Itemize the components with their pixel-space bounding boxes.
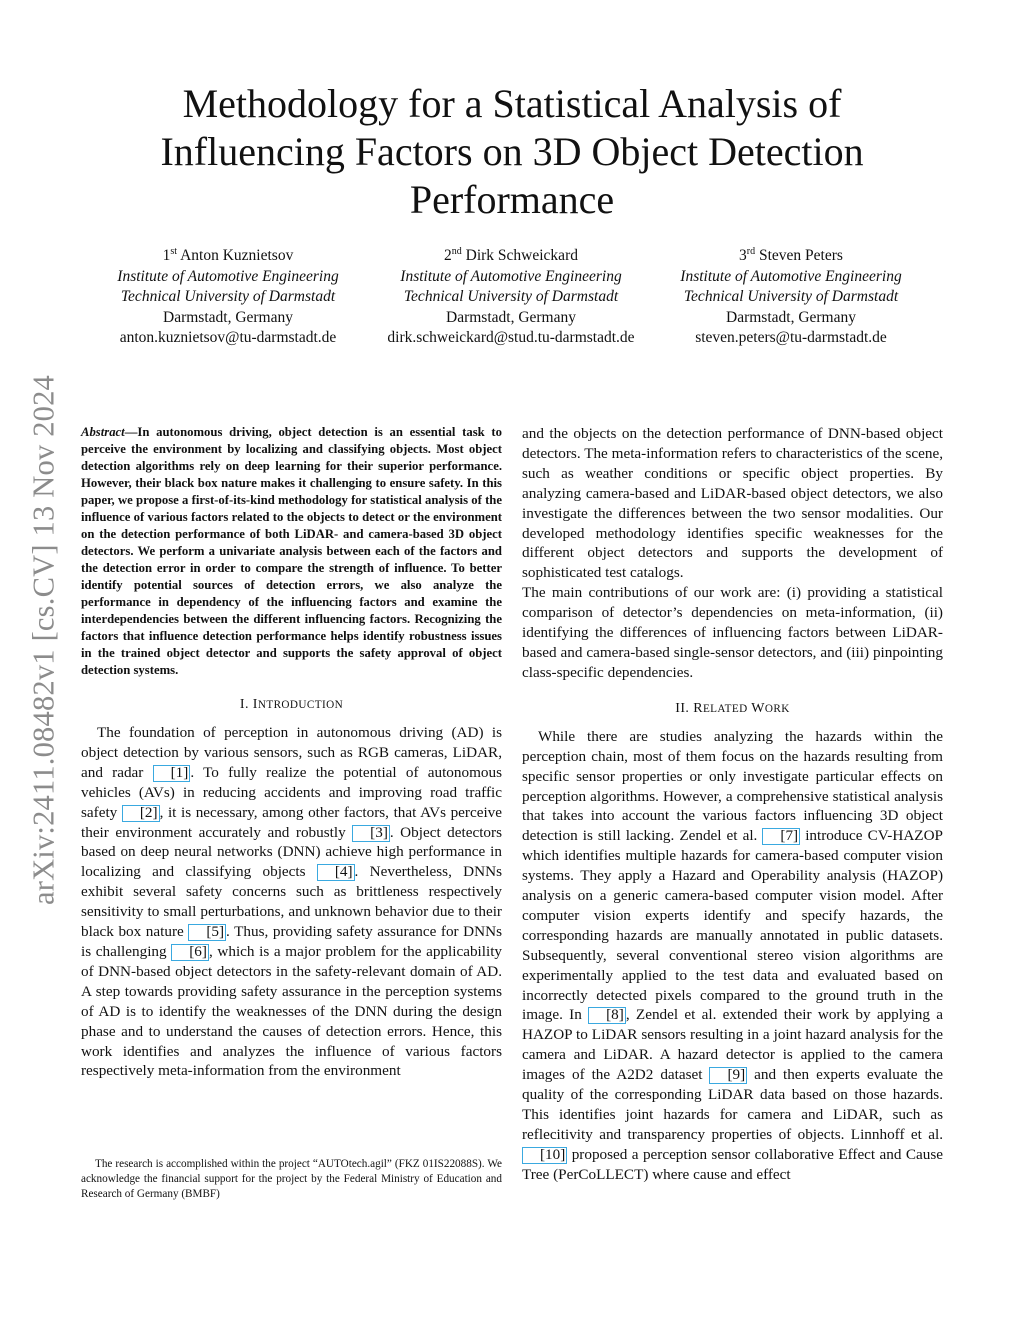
citation-link[interactable]: [8] [588, 1007, 626, 1024]
citation-link[interactable]: [2] [122, 805, 160, 822]
author-email: steven.peters@tu-darmstadt.de [695, 329, 887, 346]
author-name-line [641, 246, 941, 267]
author-name: Dirk Schweickard [465, 247, 578, 264]
author-rank-suffix: rd [746, 245, 756, 257]
author-email: dirk.schweickard@stud.tu-darmstadt.de [387, 329, 635, 346]
text-run: . Object detectors based on deep neural networks (DNN) achieve high performance in localizing and classifying objects [81, 823, 502, 881]
author-name-line [78, 246, 378, 267]
title-line: Influencing Factors on 3D Object Detection [160, 129, 864, 174]
author-email: anton.kuznietsov@tu-darmstadt.de [119, 329, 337, 346]
abstract [81, 424, 502, 679]
author-university: Technical University of Darmstadt [403, 288, 619, 305]
author-location: Darmstadt, Germany [726, 308, 856, 326]
section-title-initial: R [693, 700, 703, 716]
text-run: While there are studies analyzing the hazards within the perception chain, most of them focus on the hazards resulting from specific sensor properties or only investigate particular effects on perception algorithms. However, a comprehensive statistical analysis that takes into account the various factors influencing 3D object detection is still lacking. Zendel et al. [522, 727, 943, 845]
section-title-initial: W [751, 700, 765, 716]
author-rank: 3 [739, 247, 747, 264]
author-location: Darmstadt, Germany [163, 308, 293, 326]
text-run: proposed a perception sensor collaborative Effect and Cause Tree (PerCoLLECT) where cause and effect [522, 1145, 943, 1183]
author-name: Anton Kuznietsov [180, 247, 294, 264]
citation-link[interactable]: [6] [171, 944, 209, 961]
author-university: Technical University of Darmstadt [683, 288, 899, 305]
text-run: and then experts evaluate the quality of the corresponding LiDAR data based on those hazards. This identifies joint hazards for camera and LiDAR, such as reflecitivity and transparency properties of objects. Linnhoff et al. [522, 1066, 943, 1143]
citation-link[interactable]: [7] [762, 828, 800, 845]
text-run: , which is a major problem for the applicability of DNN-based object detectors in the safety-relevant domain of AD. A step towards providing safety assurance in the perception systems of AD is to identify the weaknesses of the DNN during the design phase and to understand the causes of detection errors. Hence, this work identifies and analyzes the influence of various factors respectively meta-information from the environment [81, 942, 503, 1080]
author-name: Steven Peters [759, 247, 843, 264]
contributions-paragraph: The main contributions of our work are: (i) providing a statistical comparison of detector’s dependencies on meta-information, (ii) identifying the differences of influencing factors between LiDAR-based and camera-based single-sensor detectors, and (iii) pinpointing class-specific dependencies. [522, 584, 943, 681]
arxiv-identifier: arXiv:2411.08482v1 [cs.CV] 13 Nov 2024 [26, 374, 61, 906]
section-title-initial: I [252, 697, 258, 712]
text-run: . Nevertheless, DNNs exhibit several safety concerns such as brittleness respectively sensitivity to small perturbations, and unknown behavior due to their black box nature [81, 863, 502, 941]
author-rank-suffix: nd [451, 245, 462, 257]
author-institute: Institute of Automotive Engineering [117, 267, 339, 285]
citation-link[interactable]: [4] [317, 864, 355, 881]
right-column [522, 424, 943, 1185]
citation-link[interactable]: [5] [188, 924, 226, 941]
text-run: . Thus, providing safety assurance for DNNs is challenging [81, 923, 502, 960]
author-university: Technical University of Darmstadt [120, 288, 336, 305]
intro-paragraph-continued: and the objects on the detection performance of DNN-based object detectors. The meta-information refers to characteristics of the scene, such as weather conditions or specific object properties. By analyzing camera-based and LiDAR-based object detectors, we also investigate the differences between the two sensor modalities. Our developed methodology identifies specific weaknesses for the different object detectors and supports the development of sophisticated test catalogs. [522, 425, 943, 582]
author-block [641, 246, 941, 349]
text-run: The foundation of perception in autonomous driving (AD) is object detection by various sensors, such as RGB cameras, LiDAR, and radar [81, 724, 502, 781]
title-line: Methodology for a Statistical Analysis of [182, 81, 842, 126]
author-name-line [361, 246, 661, 267]
citation-link[interactable]: [10] [522, 1147, 567, 1164]
section-title-rest: NTRODUCTION [257, 699, 344, 711]
abstract-label: Abstract [81, 425, 125, 439]
author-rank-suffix: st [170, 245, 178, 257]
text-run: , it is necessary, among other factors, that AVs perceive their environment accurately and robustly [81, 803, 502, 841]
author-location: Darmstadt, Germany [446, 308, 576, 326]
section-heading-related-work [522, 701, 943, 717]
title-line: Performance [409, 177, 615, 222]
author-rank: 1 [162, 247, 171, 264]
text-run: , Zendel et al. extended their work by applying a HAZOP to LiDAR sensors resulting in a joint hazard analysis for the camera and LiDAR. A hazard detector is applied to the camera images of the A2D2 dataset [522, 1006, 943, 1084]
footnote: The research is accomplished within the project “AUTOtech.agil” (FKZ 01IS22088S). We acknowledge the financial support for the project by the Federal Ministry of Education and Research of Germany (BMBF) [81, 1158, 502, 1200]
citation-link[interactable]: [9] [709, 1067, 747, 1084]
text-run: . To fully realize the potential of autonomous vehicles (AVs) in reducing accidents and improving road traffic safety [81, 763, 502, 821]
citation-link[interactable]: [1] [153, 765, 191, 782]
arxiv-stamp [0, 0, 61, 906]
author-institute: Institute of Automotive Engineering [400, 267, 622, 285]
related-work-paragraph [522, 727, 943, 1185]
intro-paragraph [81, 723, 502, 1081]
citation-link[interactable]: [3] [352, 825, 390, 842]
abstract-text: —In autonomous driving, object detection is an essential task to perceive the environment by localizing and classifying objects. Most object detection algorithms rely on deep learning for their superior performance. However, their black box nature makes it challenging to ensure safety. In this paper, we propose a first-of-its-kind methodology for statistical analysis of the influence of various factors related to the objects to detect or the environment on the detection performance of both LiDAR- and camera-based 3D object detectors. We perform a univariate analysis between each of the factors and the detection error in order to compare the strength of influence. To better identify potential sources of detection errors, we also analyze the performance in dependency of the influencing factors and examine the interdependencies between the different influencing factors. Recognizing the factors that influence detection performance helps identify robustness issues in the trained object detector and supports the safety approval of object detection systems. [81, 425, 502, 677]
author-block [78, 246, 378, 349]
left-column [81, 424, 502, 1081]
author-institute: Institute of Automotive Engineering [680, 267, 902, 285]
author-block [361, 246, 661, 349]
section-title-rest: ORK [764, 702, 790, 715]
author-rank: 2 [444, 247, 452, 264]
text-run: introduce CV-HAZOP which identifies multiple hazards for camera-based computer vision systems. They apply a Hazard and Operability analysis (HAZOP) analysis on a generic camera-based computer vision model. After computer vision experts identify and specify hazards, the corresponding hazards are manually annotated in public datasets. Subsequently, several conventional stereo vision algorithms are experimentally applied to the test data and evaluated based on incorrectly detected pixels compared to the ground truth in the image. In [522, 827, 943, 1024]
section-heading-introduction [81, 697, 502, 713]
section-number: II. [675, 700, 690, 716]
section-number: I. [239, 697, 249, 712]
paper-title [100, 80, 924, 224]
section-title-rest: ELATED [702, 702, 748, 715]
